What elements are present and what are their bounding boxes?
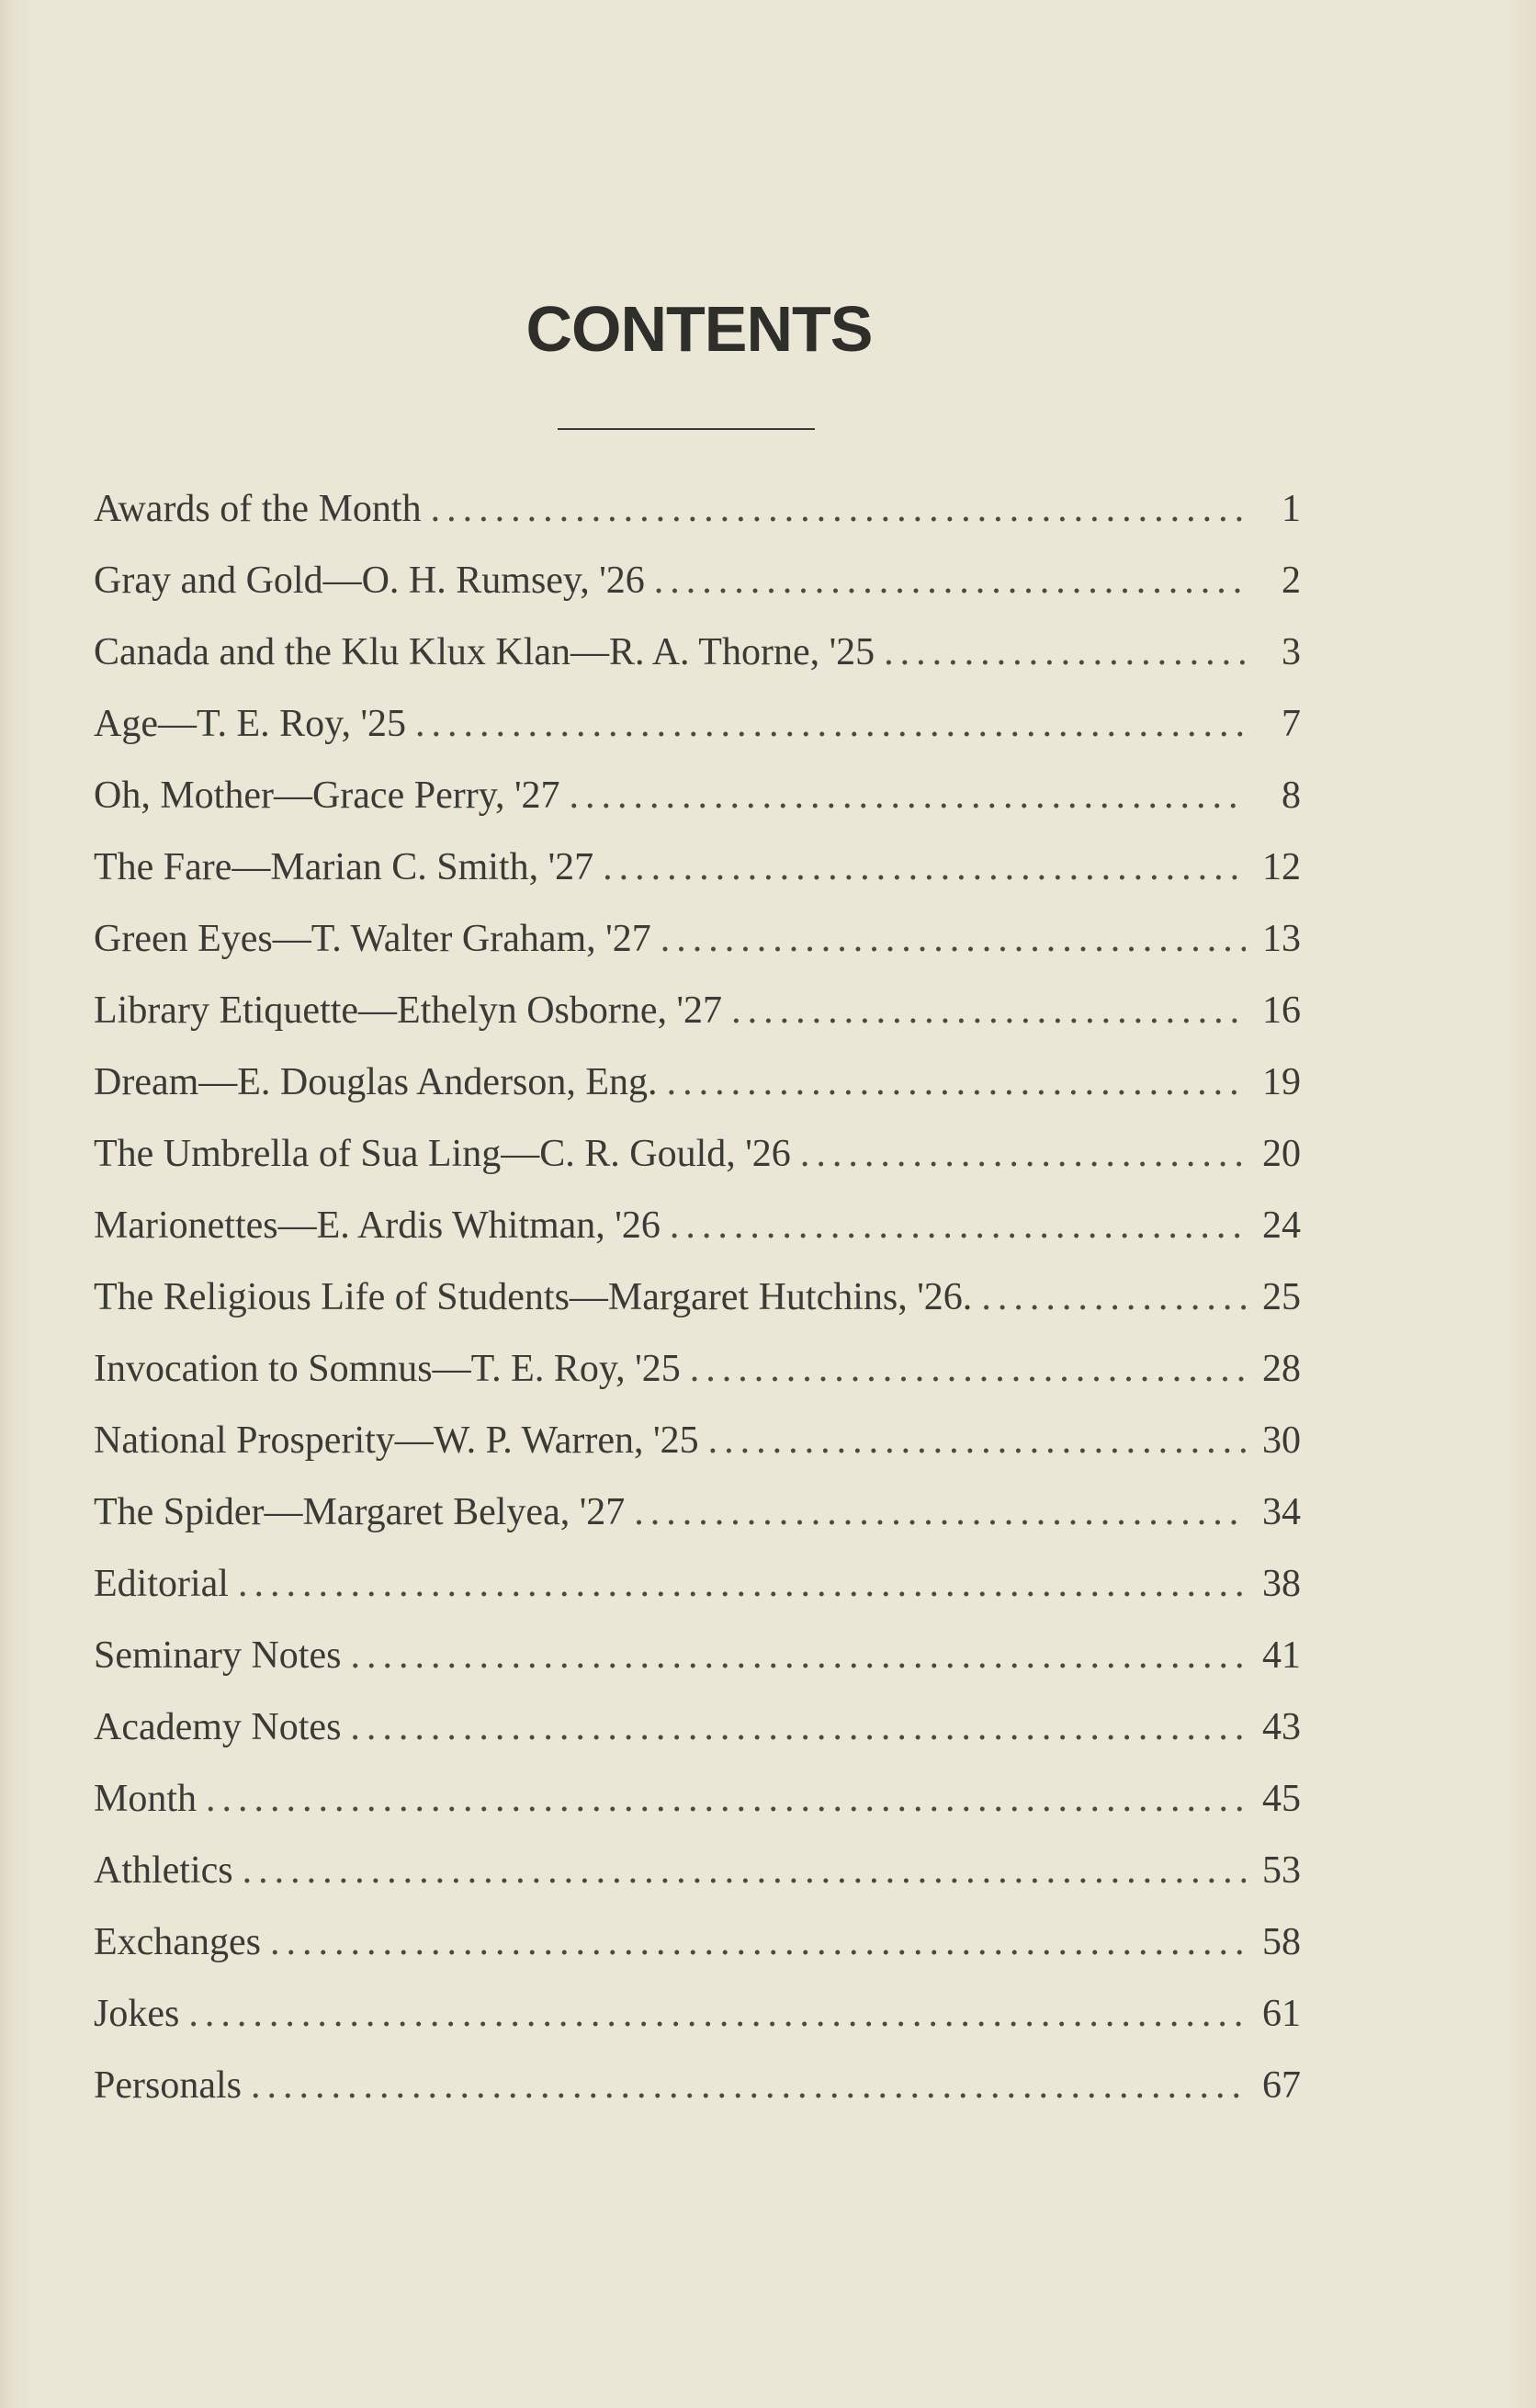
dot-leader [634,1490,1246,1534]
toc-entry [94,1204,1301,1275]
toc-entry [94,1705,1301,1777]
toc-entry-page: 28 [1262,1348,1301,1390]
dot-leader [661,917,1246,961]
toc-entry-title: Athletics [94,1849,233,1892]
toc-entry [94,2063,1301,2135]
toc-entry [94,702,1301,774]
toc-entry-title: Personals [94,2064,242,2107]
toc-entry-page: 30 [1262,1419,1301,1462]
toc-entry [94,1562,1301,1634]
toc-entry-title: Green Eyes—T. Walter Graham, '27 [94,918,651,960]
toc-entry-page: 67 [1262,2064,1301,2107]
dot-leader [690,1347,1246,1391]
toc-entry [94,1060,1301,1132]
toc-entry-page: 25 [1262,1276,1301,1318]
dot-leader [981,1275,1246,1319]
dot-leader [884,630,1246,674]
toc-entry-title: Invocation to Somnus—T. E. Roy, '25 [94,1348,681,1390]
toc-entry [94,1634,1301,1705]
page-title: CONTENTS [525,293,873,365]
dot-leader [431,487,1246,531]
table-of-contents [94,487,1301,2135]
toc-entry-page: 38 [1262,1563,1301,1605]
dot-leader [667,1060,1246,1104]
toc-entry-page: 3 [1282,631,1301,673]
toc-entry [94,487,1301,559]
dot-leader [270,1920,1246,1964]
dot-leader [654,559,1246,603]
dot-leader [731,989,1246,1033]
toc-entry-page: 53 [1262,1849,1301,1892]
toc-entry [94,1992,1301,2063]
toc-entry-page: 19 [1262,1061,1301,1103]
toc-entry-title: Marionettes—E. Ardis Whitman, '26 [94,1204,661,1247]
toc-entry [94,845,1301,917]
toc-entry-title: Oh, Mother—Grace Perry, '27 [94,774,560,817]
toc-entry-title: Dream—E. Douglas Anderson, Eng. [94,1061,658,1103]
toc-entry [94,559,1301,630]
dot-leader [708,1419,1246,1463]
toc-entry-title: Canada and the Klu Klux Klan—R. A. Thorne, '25 [94,631,875,673]
toc-entry [94,774,1301,845]
dot-leader [206,1777,1246,1821]
toc-entry-page: 16 [1262,989,1301,1032]
toc-entry [94,1347,1301,1419]
toc-entry-title: The Umbrella of Sua Ling—C. R. Gould, '26 [94,1133,791,1175]
toc-entry-page: 58 [1262,1921,1301,1963]
toc-entry [94,630,1301,702]
dot-leader [350,1634,1246,1678]
toc-entry [94,1920,1301,1992]
toc-entry-page: 24 [1262,1204,1301,1247]
toc-entry-page: 12 [1262,846,1301,888]
toc-entry-page: 2 [1282,560,1301,602]
toc-entry-page: 8 [1282,774,1301,817]
dot-leader [670,1204,1246,1248]
toc-entry [94,1848,1301,1920]
dot-leader [570,774,1246,818]
toc-entry-title: Age—T. E. Roy, '25 [94,703,407,745]
toc-entry-page: 34 [1262,1491,1301,1533]
toc-entry [94,917,1301,989]
toc-entry-title: The Religious Life of Students—Margaret Hutchins, '26. [94,1276,973,1318]
dot-leader [603,845,1246,889]
toc-entry [94,1275,1301,1347]
dot-leader [188,1992,1246,2036]
dot-leader [415,702,1246,746]
toc-entry-title: National Prosperity—W. P. Warren, '25 [94,1419,699,1462]
dot-leader [238,1562,1246,1606]
toc-entry-title: Jokes [94,1993,180,2035]
toc-entry-title: Awards of the Month [94,488,422,530]
toc-entry-page: 45 [1262,1778,1301,1820]
toc-entry-title: Seminary Notes [94,1634,342,1677]
toc-entry-page: 43 [1262,1706,1301,1748]
toc-entry-title: Academy Notes [94,1706,342,1748]
toc-entry-title: Exchanges [94,1921,261,1963]
toc-entry [94,989,1301,1060]
toc-entry-page: 61 [1262,1993,1301,2035]
toc-entry [94,1490,1301,1562]
toc-entry-title: Month [94,1778,198,1820]
toc-entry-title: Editorial [94,1563,229,1605]
toc-entry-page: 1 [1282,488,1301,530]
toc-entry-title: The Fare—Marian C. Smith, '27 [94,846,594,888]
toc-entry-page: 41 [1262,1634,1301,1677]
dot-leader [800,1132,1246,1176]
toc-entry-page: 13 [1262,918,1301,960]
toc-entry [94,1132,1301,1204]
dot-leader [243,1848,1246,1893]
toc-entry-page: 7 [1282,703,1301,745]
toc-entry-page: 20 [1262,1133,1301,1175]
toc-entry [94,1777,1301,1848]
toc-entry-title: Gray and Gold—O. H. Rumsey, '26 [94,560,645,602]
dot-leader [350,1705,1246,1749]
toc-entry [94,1419,1301,1490]
toc-entry-title: The Spider—Margaret Belyea, '27 [94,1491,626,1533]
toc-entry-title: Library Etiquette—Ethelyn Osborne, '27 [94,989,723,1032]
dot-leader [251,2063,1246,2108]
title-divider [558,428,815,430]
